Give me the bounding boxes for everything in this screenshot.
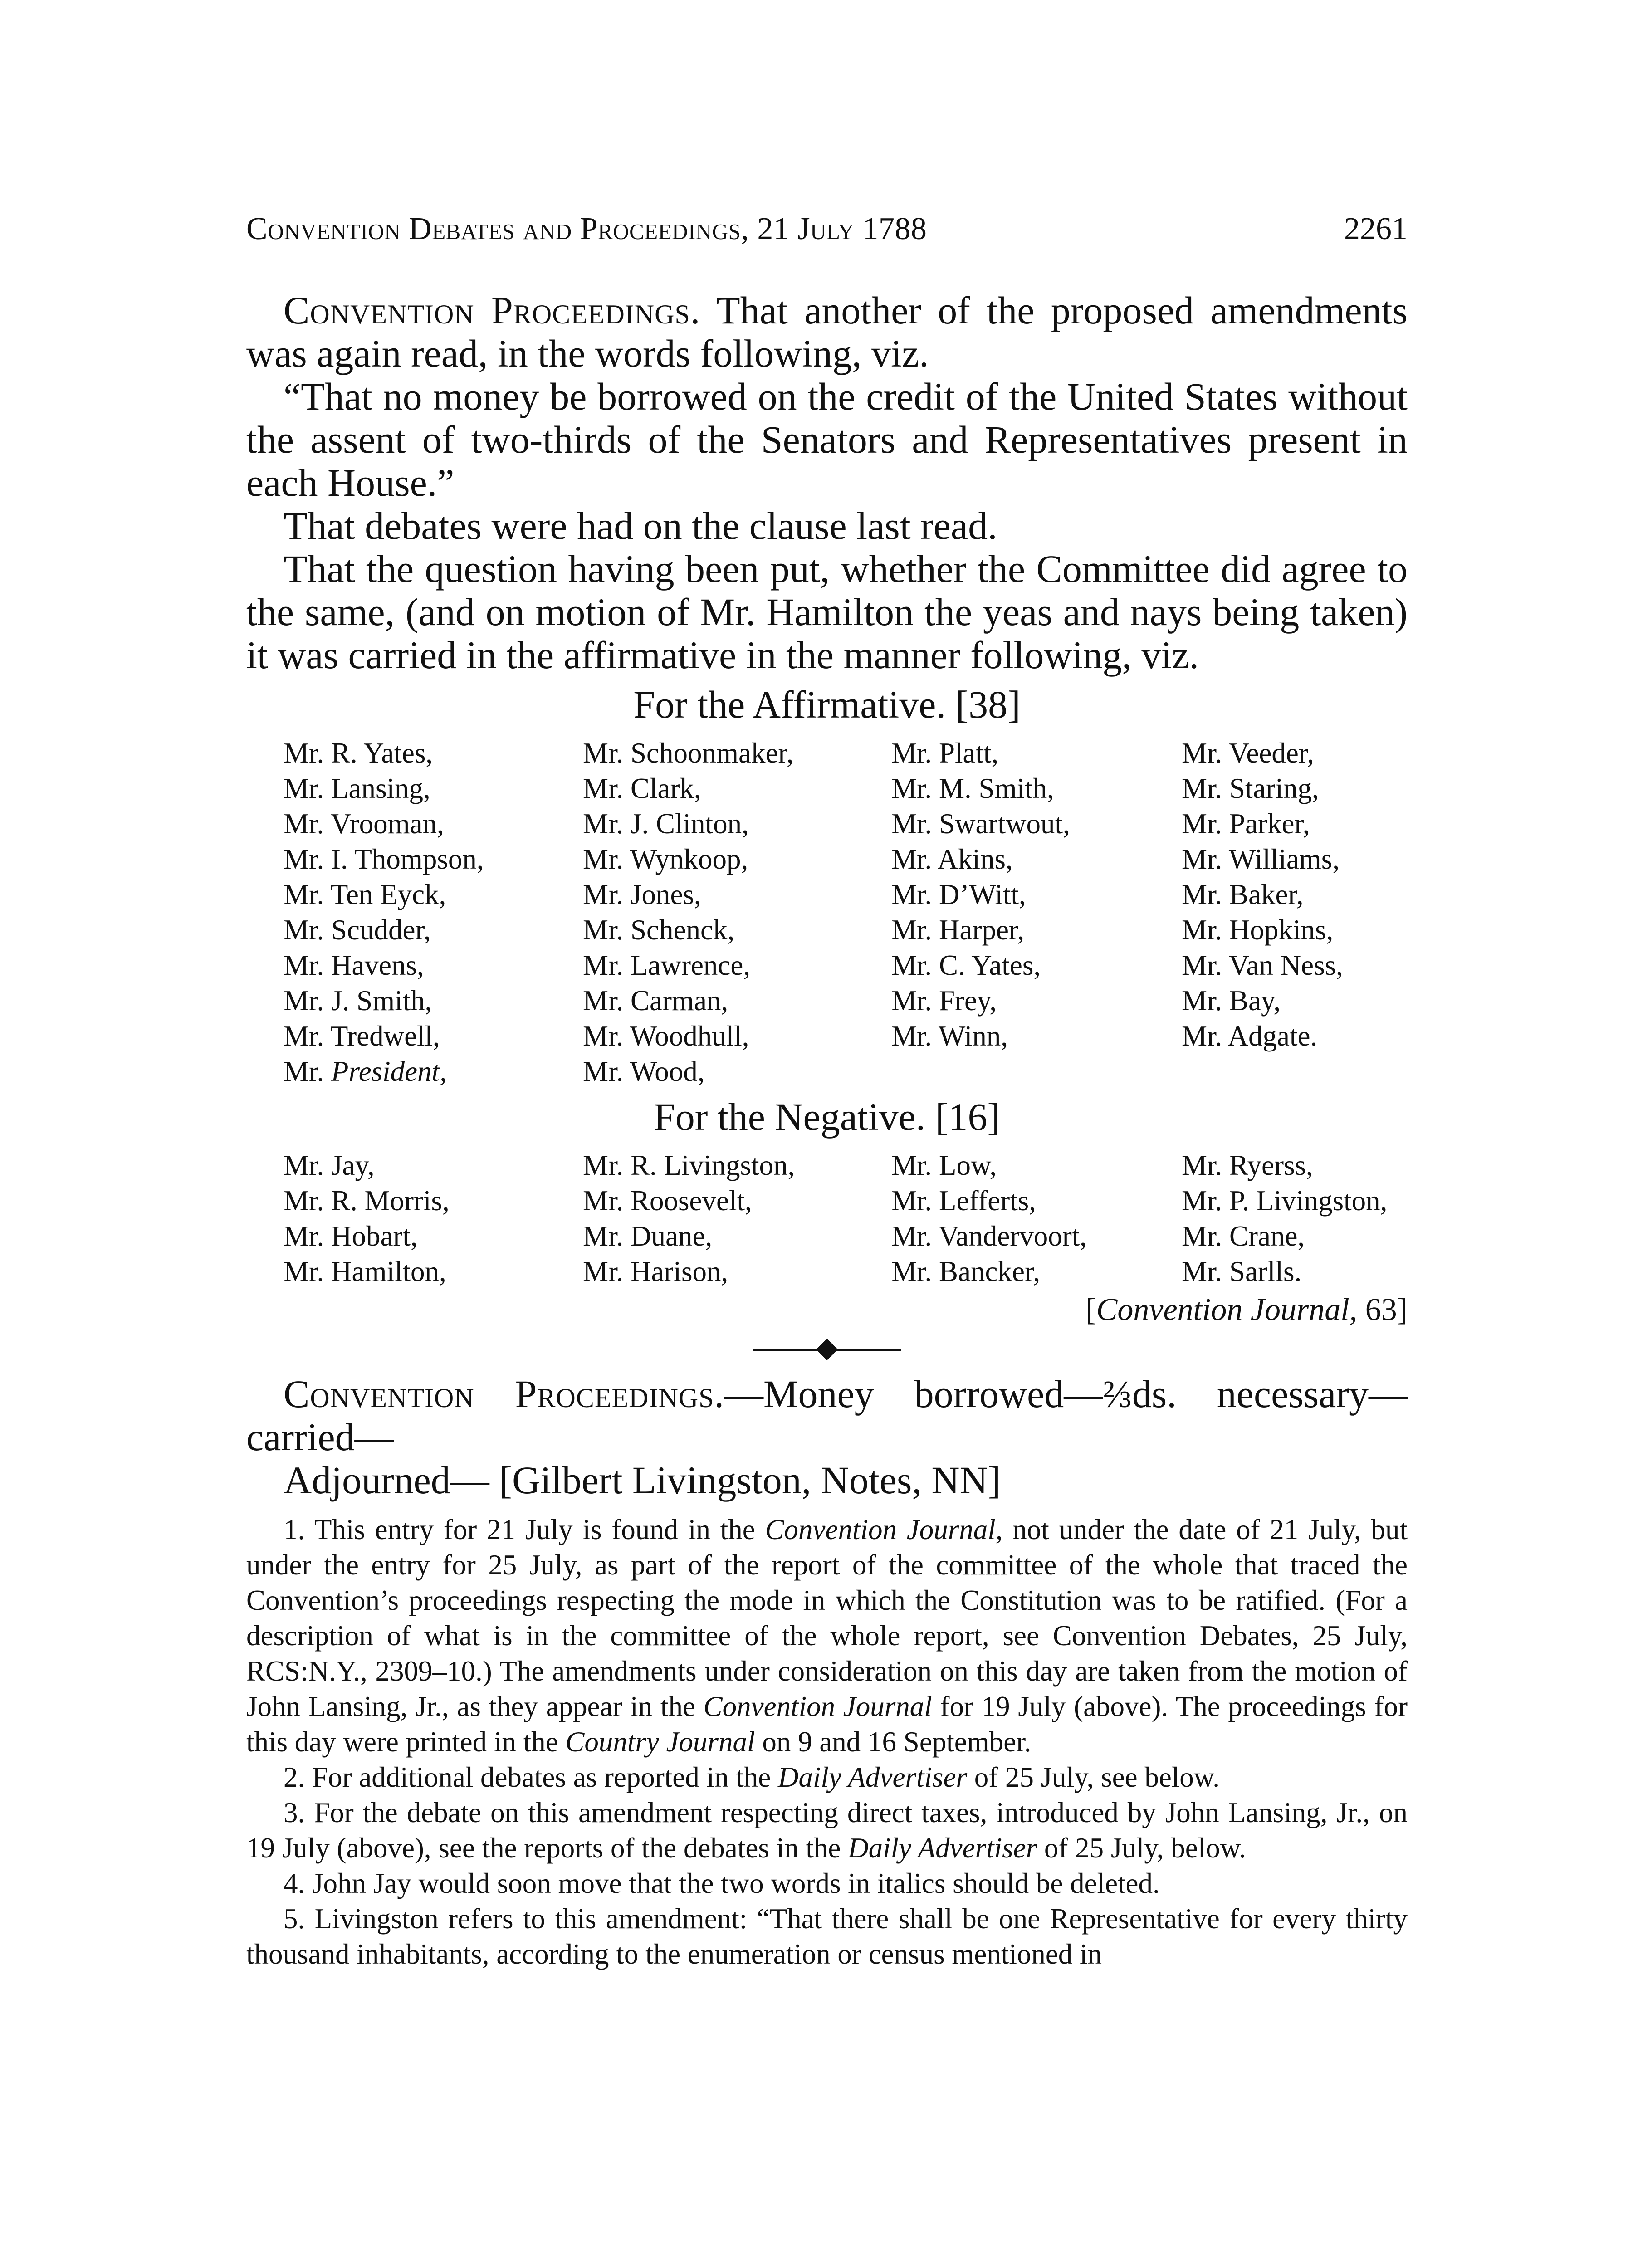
- member-name: Mr. Lawrence,: [583, 949, 751, 981]
- member-name: Mr. Akins,: [891, 843, 1013, 875]
- page-number: 2261: [1344, 211, 1408, 246]
- member-name: Mr. Vandervoort,: [891, 1220, 1087, 1252]
- footnote-text: 2. For additional debates as reported in the: [284, 1761, 778, 1793]
- affirmative-col-1: [284, 735, 583, 1089]
- member-name: Mr. Veeder,: [1182, 737, 1314, 769]
- divider-line: [833, 1349, 901, 1351]
- citation-rest: 63]: [1357, 1292, 1408, 1327]
- member-name: Mr. Staring,: [1182, 772, 1319, 804]
- entry2-paragraph: [246, 1373, 1408, 1459]
- member-name: Mr. Wynkoop,: [583, 843, 748, 875]
- member-name-president: [284, 1054, 583, 1089]
- member-name: Mr. Clark,: [583, 772, 701, 804]
- footnote-1: [246, 1512, 1408, 1760]
- affirmative-col-4: [1182, 735, 1436, 1089]
- running-head: [246, 211, 1408, 247]
- entry2-lead: Convention Proceedings.: [284, 1372, 724, 1416]
- member-name: Mr. Wood,: [583, 1056, 705, 1087]
- member-name: Mr. Havens,: [284, 949, 424, 981]
- member-name: Mr. Vrooman,: [284, 808, 444, 840]
- member-name: Mr. Van Ness,: [1182, 949, 1343, 981]
- section-divider-ornament: [246, 1342, 1408, 1357]
- member-name: Mr. Winn,: [891, 1020, 1008, 1052]
- member-name: Mr. Williams,: [1182, 843, 1340, 875]
- entry2-adjourned: Adjourned— [Gilbert Livingston, Notes, NN]: [284, 1458, 1001, 1502]
- member-name: Mr. Carman,: [583, 985, 728, 1017]
- member-name: Mr. Parker,: [1182, 808, 1310, 840]
- member-name: Mr. Lefferts,: [891, 1185, 1036, 1217]
- document-page: [246, 211, 1408, 1972]
- negative-heading: For the Negative. [16]: [653, 1095, 1001, 1139]
- member-name: Mr. J. Clinton,: [583, 808, 749, 840]
- footnote-italic: Country Journal: [565, 1726, 755, 1758]
- member-name: Mr. Harison,: [583, 1256, 728, 1287]
- entry1-paragraph-4: That the question having been put, whether the Committee did agree to the same, (and on motion of Mr. Hamilton the yeas and nays being taken) it was carried in the affirmative in the manner following, viz.: [246, 547, 1408, 677]
- affirmative-heading: For the Affirmative. [38]: [633, 683, 1021, 726]
- negative-col-1: [284, 1148, 583, 1289]
- member-name: Mr. Sarlls.: [1182, 1256, 1302, 1287]
- footnote-italic: Convention Journal: [703, 1691, 932, 1722]
- negative-list: [284, 1148, 1408, 1289]
- member-name: Mr. Jones,: [583, 879, 701, 910]
- member-name: Mr. Adgate.: [1182, 1020, 1318, 1052]
- member-name: Mr. Bay,: [1182, 985, 1281, 1017]
- running-head-title: Convention Debates and Proceedings, 21 July 1788: [246, 211, 927, 246]
- member-name: Mr. Bancker,: [891, 1256, 1041, 1287]
- entry1-paragraph-2: “That no money be borrowed on the credit of the United States without the assent of two-thirds of the Senators and Representatives present in each House.”: [246, 375, 1408, 504]
- member-name: Mr. Harper,: [891, 914, 1025, 946]
- footnote-text: 1. This entry for 21 July is found in the: [284, 1514, 765, 1545]
- footnote-text: 3. For the debate on this amendment respecting direct taxes, introduced by John Lansing, Jr., on 19 July (above), see the reports of the debates in the: [246, 1797, 1408, 1864]
- member-name: Mr. Lansing,: [284, 772, 430, 804]
- member-name: Mr. Crane,: [1182, 1220, 1305, 1252]
- affirmative-col-2: [583, 735, 891, 1089]
- member-name: Mr. Hobart,: [284, 1220, 418, 1252]
- entry1-paragraph-1: [246, 289, 1408, 375]
- footnote-text: of 25 July, see below.: [967, 1761, 1220, 1793]
- member-name: Mr. C. Yates,: [891, 949, 1041, 981]
- footnote-text: on 9 and 16 September.: [755, 1726, 1032, 1758]
- footnote-text: for 19 July (above). The proceedings for this day were printed in the: [246, 1691, 1408, 1758]
- member-name: Mr. Jay,: [284, 1149, 375, 1181]
- entry1-p1-text: That another of the proposed amendments was again read, in the words following, viz.: [246, 288, 1408, 375]
- member-name: Mr. R. Livingston,: [583, 1149, 795, 1181]
- footnote-italic: Convention Journal,: [765, 1514, 1003, 1545]
- member-name: Mr. J. Smith,: [284, 985, 432, 1017]
- member-name: Mr. Frey,: [891, 985, 997, 1017]
- member-name: Mr. Duane,: [583, 1220, 713, 1252]
- member-name: Mr. D’Witt,: [891, 879, 1026, 910]
- member-name: Mr. R. Yates,: [284, 737, 433, 769]
- footnotes: [246, 1512, 1408, 1972]
- diamond-ornament-icon: [816, 1339, 838, 1360]
- entry1-paragraph-3: That debates were had on the clause last read.: [284, 504, 997, 547]
- member-name: Mr. I. Thompson,: [284, 843, 484, 875]
- member-name: Mr. Platt,: [891, 737, 999, 769]
- footnote-italic: Daily Advertiser: [777, 1761, 967, 1793]
- member-name: Mr. Hopkins,: [1182, 914, 1334, 946]
- member-name: Mr. Baker,: [1182, 879, 1304, 910]
- negative-col-2: [583, 1148, 891, 1289]
- footnote-text: not under the date of 21 July, but under the entry for 25 July, as part of the report of the committee of the whole that traced the Convention’s proceedings respecting the mode in which the Constitution was to be ratified. (For a description of what is in the committee of the whole report, see Convention Debates, 25 July, RCS:N.Y., 2309–10.) The amendments under consideration on this day are taken from the motion of John Lansing, Jr., as they appear in the: [246, 1514, 1408, 1722]
- member-name: Mr. R. Morris,: [284, 1185, 450, 1217]
- footnote-4: 4. John Jay would soon move that the two words in italics should be deleted.: [284, 1867, 1160, 1899]
- entry1-lead: Convention Proceedings.: [284, 288, 701, 332]
- divider-line: [753, 1349, 821, 1351]
- entry2-text: —Money borrowed—⅔ds. necessary—carried—: [246, 1372, 1408, 1459]
- citation-convention-journal: [246, 1292, 1408, 1328]
- footnote-italic: Daily Advertiser: [848, 1832, 1037, 1864]
- member-name: Mr. P. Livingston,: [1182, 1185, 1388, 1217]
- footnote-5: 5. Livingston refers to this amendment: “That there shall be one Representative for every thirty thousand inhabitants, according to the enumeration or census mentioned in: [246, 1903, 1408, 1970]
- member-name: Mr. Hamilton,: [284, 1256, 446, 1287]
- citation-source: Convention Journal,: [1096, 1292, 1358, 1327]
- member-name: Mr. Scudder,: [284, 914, 431, 946]
- member-name: Mr. Low,: [891, 1149, 997, 1181]
- footnote-2: [246, 1760, 1408, 1795]
- citation-open: [: [1085, 1292, 1096, 1327]
- affirmative-col-3: [891, 735, 1182, 1089]
- negative-col-3: [891, 1148, 1182, 1289]
- member-name: Mr. Schenck,: [583, 914, 735, 946]
- member-name: Mr. Woodhull,: [583, 1020, 749, 1052]
- president-label: President,: [331, 1056, 447, 1087]
- member-name: Mr. M. Smith,: [891, 772, 1054, 804]
- president-prefix: Mr.: [284, 1056, 332, 1087]
- member-name: Mr. Ryerss,: [1182, 1149, 1313, 1181]
- member-name: Mr. Roosevelt,: [583, 1185, 752, 1217]
- member-name: Mr. Schoonmaker,: [583, 737, 794, 769]
- affirmative-list: [284, 735, 1408, 1089]
- member-name: Mr. Swartwout,: [891, 808, 1070, 840]
- member-name: Mr. Tredwell,: [284, 1020, 440, 1052]
- negative-col-4: [1182, 1148, 1436, 1289]
- footnote-text: of 25 July, below.: [1037, 1832, 1246, 1864]
- member-name: Mr. Ten Eyck,: [284, 879, 446, 910]
- footnote-3: [246, 1795, 1408, 1866]
